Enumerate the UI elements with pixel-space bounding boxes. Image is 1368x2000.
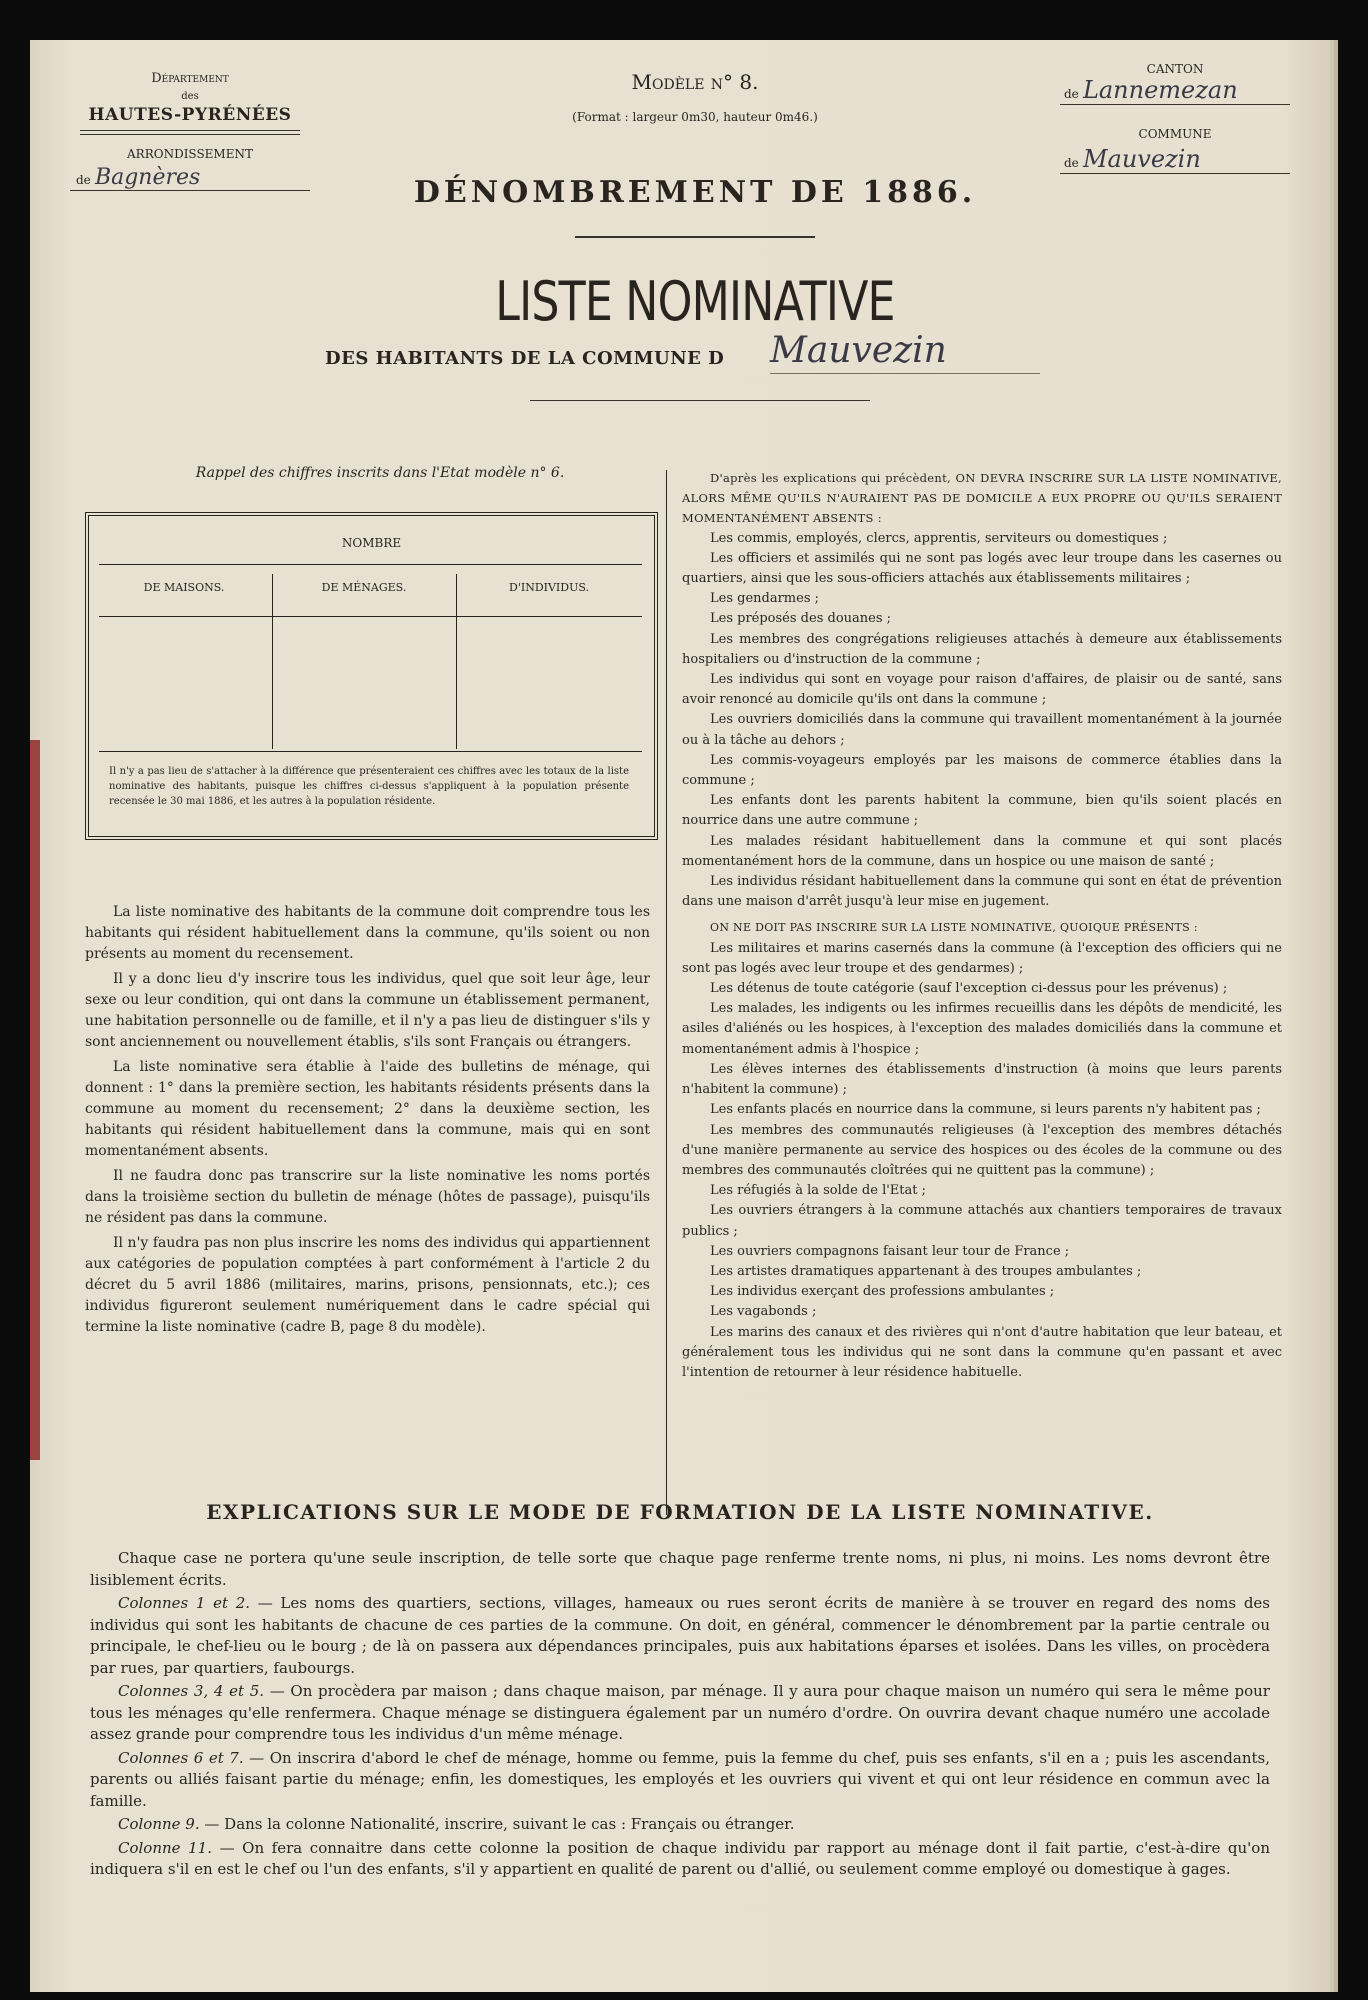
list-item: Les ouvriers compagnons faisant leur tour de France ; (710, 1243, 1070, 1259)
commune-value: Mauvezin (1082, 145, 1201, 173)
list-item: Les ouvriers étrangers à la commune attachés aux chantiers temporaires de travaux publics ; (682, 1203, 1282, 1239)
header-left (70, 70, 310, 191)
explication-item (90, 1748, 1270, 1813)
ne-pas-intro: ON NE DOIT PAS INSCRIRE SUR LA LISTE NOMINATIVE, QUOIQUE PRÉSENTS : (710, 921, 1198, 935)
list-item: Les commis-voyageurs employés par les maisons de commerce établies dans la commune ; (682, 752, 1282, 789)
list-item: Les vagabonds ; (710, 1304, 817, 1320)
left-paragraph: La liste nominative sera établie à l'aide des bulletins de ménage, qui donnent : 1° dans la première section, les habitants résidents présents dans la commune au moment du recensement; 2° dans la deuxième section, les habitants qui résident habituellement dans la commune, mais qui en sont momentanément absents. (85, 1059, 650, 1159)
nombre-heading: NOMBRE (341, 536, 402, 550)
explication-label: Colonnes 3, 4 et 5. (118, 1682, 265, 1700)
list-item: Les ouvriers domiciliés dans la commune qui travaillent momentanément à la journée ou à la tâche au dehors ; (682, 712, 1282, 748)
des-label: des (181, 91, 199, 102)
title-ornament (575, 236, 815, 238)
list-item: Les marins des canaux et des rivières qui n'ont d'autre habitation que leur bateau, et généralement tous les individus qui ne sont dans la commune qu'en passant et avec l'intention de retourner à leur résidence habituelle. (682, 1324, 1282, 1380)
explication-item (90, 1593, 1270, 1679)
explication-text: — Dans la colonne Nationalité, inscrire, suivant le cas : Français ou étranger. (199, 1815, 795, 1833)
list-item: Les préposés des douanes ; (710, 611, 892, 627)
list-item: Les élèves internes des établissements d'instruction (à moins que leurs parents n'habitent la commune) ; (682, 1061, 1282, 1098)
explication-item (90, 1814, 1270, 1836)
inscrire-list (682, 529, 1282, 913)
commune-name-handwritten: Mauvezin (770, 330, 947, 371)
box-note: Il n'y a pas lieu de s'attacher à la différence que présenteraient ces chiffres avec les totaux de la liste nominative des habitants, puisque les chiffres ci-dessus s'appliquent à la population présente recensée le 30 mai 1886, et les autres à la population résidente. (109, 766, 629, 807)
commune-prefix: de (1064, 156, 1079, 170)
inscrire-intro: D'après les explications qui précèdent, ON DEVRA INSCRIRE SUR LA LISTE NOMINATIVE, ALORS MÊME QU'ILS N'AURAIENT PAS DE DOMICILE A EUX PROPRE OU QU'ILS SERAIENT MOMENTANÉMENT ABSENTS : (682, 471, 1282, 526)
explication-label: Colonne 11. (118, 1838, 212, 1857)
left-paragraph: La liste nominative des habitants de la commune doit comprendre tous les habitants qui résident habituellement dans la commune, qu'ils soient ou non présents au moment du recensement. (85, 904, 650, 962)
list-item: Les malades résidant habituellement dans la commune et qui sont placés momentanément hors de la commune, dans un hospice ou une maison de santé ; (682, 833, 1282, 869)
explications-body (90, 1548, 1270, 1883)
list-item: Les membres des communautés religieuses (à l'exception des membres détachés d'une manière permanente au service des hospices ou des écoles de la commune ou des membres des communautés cloîtrées qui ne quittent pas la commune) ; (682, 1122, 1282, 1178)
list-item: Les gendarmes ; (710, 591, 820, 607)
list-item: Les militaires et marins casernés dans la commune (à l'exception des officiers qui ne sont pas logés avec leur troupe et des gendarmes) ; (682, 940, 1282, 976)
format-note: (Format : largeur 0m30, hauteur 0m46.) (572, 110, 818, 124)
departement-value: HAUTES-PYRÉNÉES (88, 105, 292, 125)
subtitle-ornament (530, 400, 870, 401)
list-item: Les individus exerçant des professions ambulantes ; (710, 1284, 1055, 1300)
explication-label: Colonnes 1 et 2. (118, 1594, 251, 1612)
left-paragraph: Il n'y faudra pas non plus inscrire les noms des individus qui appartiennent aux catégories de population comptées à part conformément à l'article 2 du décret du 5 avril 1886 (militaires, marins, prisons, pensionnats, etc.); ces individus figureront seulement numériquement dans le cadre spécial qui termine la liste nominative (cadre B, page 8 du modèle). (85, 1235, 650, 1335)
census-page (30, 40, 1330, 1992)
list-item: Les détenus de toute catégorie (sauf l'exception ci-dessus pour les prévenus) ; (710, 981, 1228, 997)
list-item: Les réfugiés à la solde de l'Etat ; (710, 1183, 927, 1199)
canton-prefix: de (1064, 87, 1079, 101)
list-item: Les individus qui sont en voyage pour raison d'affaires, de plaisir ou de santé, sans avoir renoncé au domicile qu'ils ont dans la commune ; (682, 672, 1282, 708)
header-right (1060, 62, 1290, 174)
summary-box (85, 512, 658, 840)
list-item: Les malades, les indigents ou les infirmes recueillis dans les dépôts de mendicité, les asiles d'aliénés ou les hospices, à l'exception des malades domiciliés dans la commune et momentanément admis à l'hospice ; (682, 1001, 1282, 1057)
explications-intro: Chaque case ne portera qu'une seule inscription, de telle sorte que chaque page renferme trente noms, ni plus, ni moins. Les noms devront être lisiblement écrits. (90, 1549, 1270, 1589)
list-item: Les individus résidant habituellement dans la commune qui sont en état de prévention dans une maison d'arrêt jusqu'à leur mise en jugement. (682, 874, 1282, 910)
col-menages: DE MÉNAGES. (321, 581, 407, 594)
list-item: Les artistes dramatiques appartenant à des troupes ambulantes ; (710, 1263, 1142, 1279)
list-item: Les enfants dont les parents habitent la commune, bien qu'ils soient placés en nourrice dans une autre commune ; (682, 793, 1282, 829)
explications-title: EXPLICATIONS SUR LE MODE DE FORMATION DE LA LISTE NOMINATIVE. (206, 1500, 1154, 1524)
col-maisons: DE MAISONS. (143, 581, 225, 594)
departement-label: Département (151, 71, 229, 86)
commune-label: COMMUNE (1138, 127, 1212, 141)
ne-pas-list (682, 939, 1282, 1383)
list-item: Les officiers et assimilés qui ne sont pas logés avec leur troupe dans les casernes ou quartiers, ainsi que les sous-officiers attachés aux établissements militaires ; (682, 550, 1282, 587)
explication-label: Colonnes 6 et 7. (118, 1748, 244, 1767)
explication-item (90, 1681, 1270, 1746)
left-paragraph: Il y a donc lieu d'y inscrire tous les individus, quel que soit leur âge, leur sexe ou leur condition, qui ont dans la commune un établissement permanent, une habitation personnelle ou de famille, et il n'y a pas lieu de distinguer s'ils y sont anciennement ou nouvellement établis, s'ils sont Français ou étrangers. (85, 971, 650, 1050)
list-item: Les membres des congrégations religieuses attachés à demeure aux établissements hospitaliers ou d'instruction de la commune ; (682, 631, 1282, 667)
column-separator (666, 470, 667, 1515)
model-number: Modèle n° 8. (631, 70, 759, 94)
arrondissement-label: ARRONDISSEMENT (127, 147, 253, 161)
rappel-caption: Rappel des chiffres inscrits dans l'Etat modèle n° 6. (195, 465, 565, 481)
left-paragraph: Il ne faudra donc pas transcrire sur la liste nominative les noms portés dans la troisième section du bulletin de ménage (hôtes de passage), puisqu'ils ne résident pas dans la commune. (85, 1168, 650, 1226)
explication-text: — On inscrira d'abord le chef de ménage, homme ou femme, puis la femme du chef, puis ses enfants, s'il en a ; puis les ascendants, parents ou alliés faisant partie du ménage; enfin, les domestiques, les employés et les ouvriers qui vivent et qui ont leur résidence en commun avec la famille. (90, 1748, 1271, 1810)
denombrement-title: DÉNOMBREMENT DE 1886. (413, 175, 977, 210)
canton-label: CANTON (1146, 62, 1204, 76)
habitants-label: DES HABITANTS DE LA COMMUNE D (325, 348, 725, 369)
explication-item (90, 1838, 1270, 1881)
commune-name-line (770, 373, 1040, 374)
liste-nominative-title: LISTE NOMINATIVE (495, 270, 895, 333)
list-item: Les enfants placés en nourrice dans la commune, si leurs parents n'y habitent pas ; (710, 1102, 1261, 1118)
binding-thread (30, 740, 40, 1460)
right-text-column (682, 468, 1282, 1383)
list-item: Les commis, employés, clercs, apprentis, serviteurs ou domestiques ; (710, 530, 1168, 546)
col-individus: D'INDIVIDUS. (509, 581, 589, 594)
explication-text: — Les noms des quartiers, sections, villages, hameaux ou rues seront écrits de manière à se trouver en regard des noms des individus qui sont les habitants de chacune de ces parties de la commune. On doit, en général, commencer le dénombrement par la partie centrale ou principale, le chef-lieu ou le bourg ; de là on passera aux dépendances principales, puis aux habitations éparses et isolées. Dans les villes, on procèdera par rues, par quartiers, faubourgs. (90, 1594, 1270, 1677)
left-text-column (85, 902, 650, 1342)
explication-text: — On procèdera par maison ; dans chaque maison, par ménage. Il y aura pour chaque maison un numéro qui sera le même pour tous les ménages qu'elle renfermera. Chaque ménage se distinguera également par un numéro d'ordre. On ouvrira devant chaque numéro une accolade assez grande pour comprendre tous les individus d'un même ménage. (90, 1682, 1270, 1743)
arrondissement-value: Bagnères (94, 165, 201, 190)
explication-text: — On fera connaitre dans cette colonne la position de chaque individu par rapport au ménage dont il fait partie, c'est-à-dire qu'on indiquera s'il en est le chef ou l'un des enfants, s'il y appartient en qualité de parent ou d'allié, ou seulement comme employé ou domestique à gages. (90, 1838, 1270, 1878)
explication-label: Colonne 9. (118, 1815, 200, 1833)
arrondissement-prefix: de (76, 173, 91, 187)
canton-value: Lannemezan (1082, 76, 1238, 104)
